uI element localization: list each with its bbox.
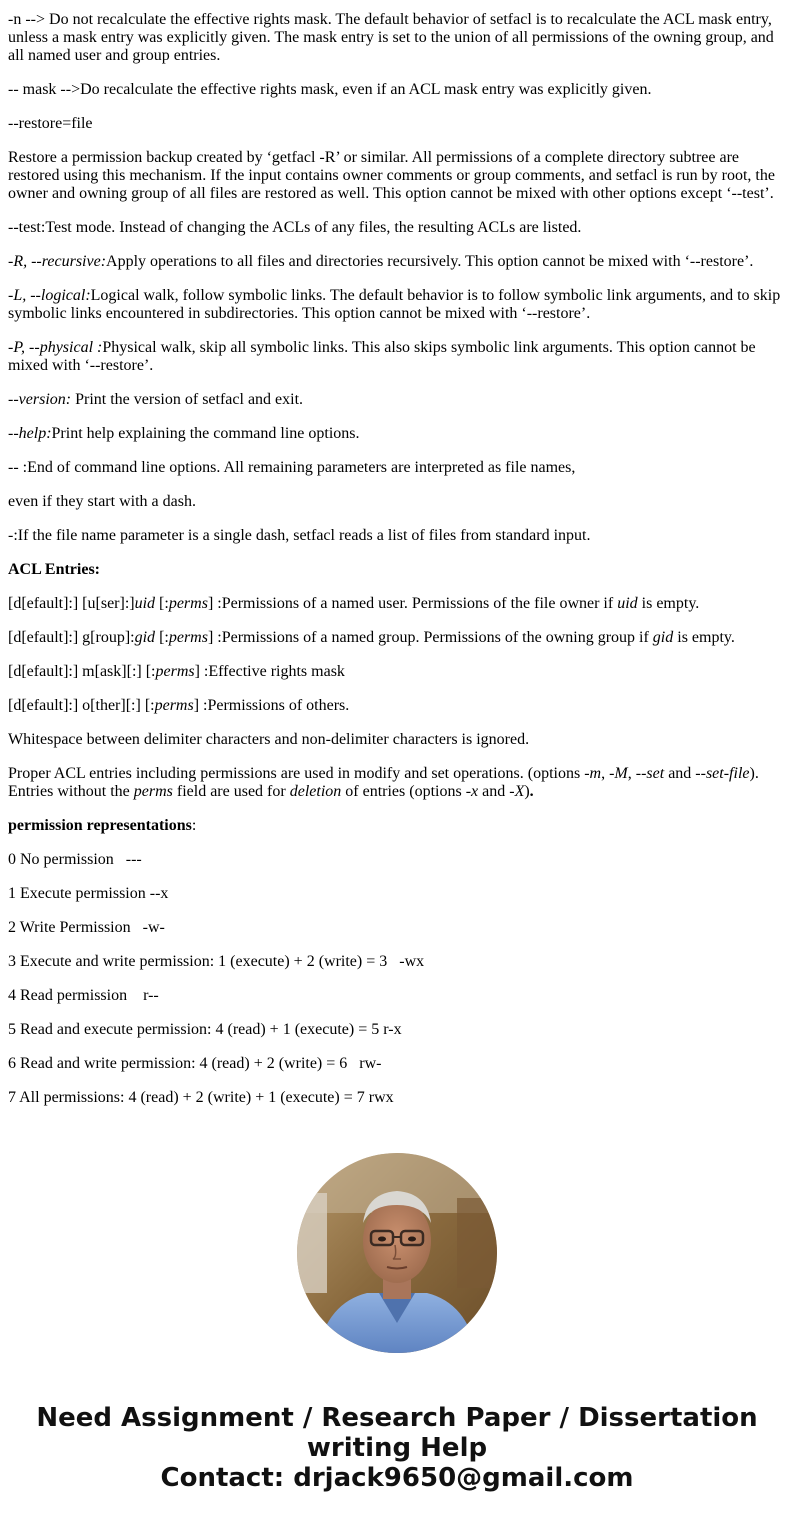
proper-opt-set: --set (635, 765, 665, 782)
proper-text-4: of entries (options (341, 783, 466, 800)
option-logical-name: -L, --logical: (8, 287, 91, 304)
option-version-dash: -- (8, 391, 19, 408)
proper-and-1: and (664, 765, 696, 782)
acl-entry-group (8, 629, 786, 647)
option-end-paragraph: -- :End of command line options. All remaining parameters are interpreted as file names, (8, 459, 576, 476)
permission-row: 6 Read and write permission: 4 (read) + 2 (write) = 6 rw- (8, 1055, 382, 1072)
acl-entries-heading (8, 561, 786, 579)
permission-heading (8, 817, 786, 835)
proper-opt-X: -X (509, 783, 525, 800)
acl-entry-other (8, 697, 786, 715)
proper-dot: . (529, 783, 534, 800)
option-logical-description: Logical walk, follow symbolic links. The default behavior is to follow symbolic link arguments, and to skip symbolic links encountered in subdirectories. This option cannot be mixed with ‘--restore’. (8, 287, 781, 322)
option-help-name: help: (18, 425, 52, 442)
promo-line-1: Need Assignment / Research Paper / Dissertation (36, 1403, 758, 1433)
whitespace-note: Whitespace between delimiter characters and non-delimiter characters is ignored. (8, 731, 530, 748)
permission-heading-colon: : (191, 817, 197, 834)
promo-line-2: writing Help (306, 1433, 488, 1463)
permission-heading-text: permission representations (8, 817, 192, 834)
acl-entry-group-gid-ref: gid (652, 629, 674, 646)
acl-entry-group-prefix: [d[efault]:] g[roup]: (8, 629, 135, 646)
option-single-dash-paragraph: -:If the file name parameter is a single dash, setfacl reads a list of files from standard input. (8, 527, 591, 544)
promo-contact: Contact: drjack9650@gmail.com (160, 1463, 634, 1493)
proper-text-2: ). Entries without the (8, 765, 759, 800)
promo-banner (0, 1403, 794, 1493)
option-version-name: version: (18, 391, 72, 408)
author-portrait (297, 1153, 497, 1353)
option-mask-paragraph: -- mask -->Do recalculate the effective rights mask, even if an ACL mask entry was explicitly given. (8, 81, 652, 98)
acl-entry-group-tail: is empty. (673, 629, 735, 646)
acl-entry-group-perms: perms (168, 629, 208, 646)
acl-entry-user-description: ] :Permissions of a named user. Permissions of the file owner if (207, 595, 618, 612)
option-help-paragraph (8, 425, 786, 443)
option-test-paragraph: --test:Test mode. Instead of changing the ACLs of any files, the resulting ACLs are listed. (8, 219, 582, 236)
option-restore-description: Restore a permission backup created by ‘getfacl -R’ or similar. All permissions of a complete directory subtree are restored using this mechanism. If the input contains owner comments or group comments, and setfacl is run by root, the owner and owning group of all files are restored as well. This option cannot be mixed with other options except ‘--test’. (8, 149, 775, 202)
permission-row: 0 No permission --- (8, 851, 142, 868)
proper-acl-paragraph (8, 765, 786, 801)
proper-sep-2: , (627, 765, 636, 782)
permission-row: 3 Execute and write permission: 1 (execute) + 2 (write) = 3 -wx (8, 953, 425, 970)
option-help-dash: -- (8, 425, 19, 442)
option-recursive-description: Apply operations to all files and directories recursively. This option cannot be mixed with ‘--restore’. (106, 253, 754, 270)
acl-entry-user-prefix: [d[efault]:] [u[ser]:] (8, 595, 135, 612)
permission-row: 5 Read and execute permission: 4 (read) + 1 (execute) = 5 r-x (8, 1021, 402, 1038)
proper-text-1: Proper ACL entries including permissions are used in modify and set operations. (options (8, 765, 585, 782)
acl-entry-other-prefix: [d[efault]:] o[ther][:] [: (8, 697, 155, 714)
proper-opt-set-file: --set-file (695, 765, 750, 782)
option-end-continuation: even if they start with a dash. (8, 493, 196, 510)
acl-entry-other-description: ] :Permissions of others. (193, 697, 350, 714)
acl-entries-heading-text: ACL Entries: (8, 561, 100, 578)
permission-row: 1 Execute permission --x (8, 885, 169, 902)
option-help-description: Print help explaining the command line options. (51, 425, 360, 442)
option-version-description: Print the version of setfacl and exit. (71, 391, 304, 408)
proper-sep-1: , (601, 765, 610, 782)
acl-entry-mask-prefix: [d[efault]:] m[ask][:] [: (8, 663, 156, 680)
permission-row: 2 Write Permission -w- (8, 919, 165, 936)
option-version-paragraph (8, 391, 786, 409)
acl-entry-user-perms: perms (168, 595, 208, 612)
permission-row: 7 All permissions: 4 (read) + 2 (write) + 1 (execute) = 7 rwx (8, 1089, 394, 1106)
acl-entry-other-perms: perms (154, 697, 194, 714)
option-logical-paragraph (8, 287, 786, 323)
proper-opt-M: -M (609, 765, 628, 782)
option-physical-description: Physical walk, skip all symbolic links. This also skips symbolic link arguments. This option cannot be mixed with ‘--restore’. (8, 339, 756, 374)
proper-text-5: ) (524, 783, 530, 800)
proper-perms: perms (133, 783, 173, 800)
acl-entry-mask (8, 663, 786, 681)
acl-entry-group-description: ] :Permissions of a named group. Permissions of the owning group if (207, 629, 653, 646)
acl-entry-group-bracket: [: (155, 629, 169, 646)
option-physical-name: -P, --physical : (8, 339, 103, 356)
option-restore-heading: --restore=file (8, 115, 93, 132)
option-recursive-paragraph (8, 253, 786, 271)
option-recursive-name: -R, --recursive: (8, 253, 107, 270)
option-n-paragraph: -n --> Do not recalculate the effective rights mask. The default behavior of setfacl is to recalculate the ACL mask entry, unless a mask entry was explicitly given. The mask entry is set to the union of all permissions of the owning group, and all named user and group entries. (8, 11, 774, 64)
acl-entry-group-gid: gid (134, 629, 156, 646)
document-body (8, 11, 786, 1123)
acl-entry-user-tail: is empty. (637, 595, 700, 612)
proper-deletion: deletion (289, 783, 342, 800)
proper-and-2: and (478, 783, 510, 800)
acl-entry-user (8, 595, 786, 613)
proper-text-3: field are used for (172, 783, 290, 800)
proper-opt-m: -m (584, 765, 602, 782)
acl-entry-mask-perms: perms (155, 663, 195, 680)
permission-row: 4 Read permission r-- (8, 987, 159, 1004)
proper-opt-x: -x (465, 783, 479, 800)
acl-entry-user-uid-ref: uid (617, 595, 638, 612)
acl-entry-mask-description: ] :Effective rights mask (194, 663, 345, 680)
acl-entry-user-uid: uid (134, 595, 156, 612)
acl-entry-user-bracket: [: (155, 595, 169, 612)
author-avatar (297, 1153, 497, 1353)
option-physical-paragraph (8, 339, 786, 375)
